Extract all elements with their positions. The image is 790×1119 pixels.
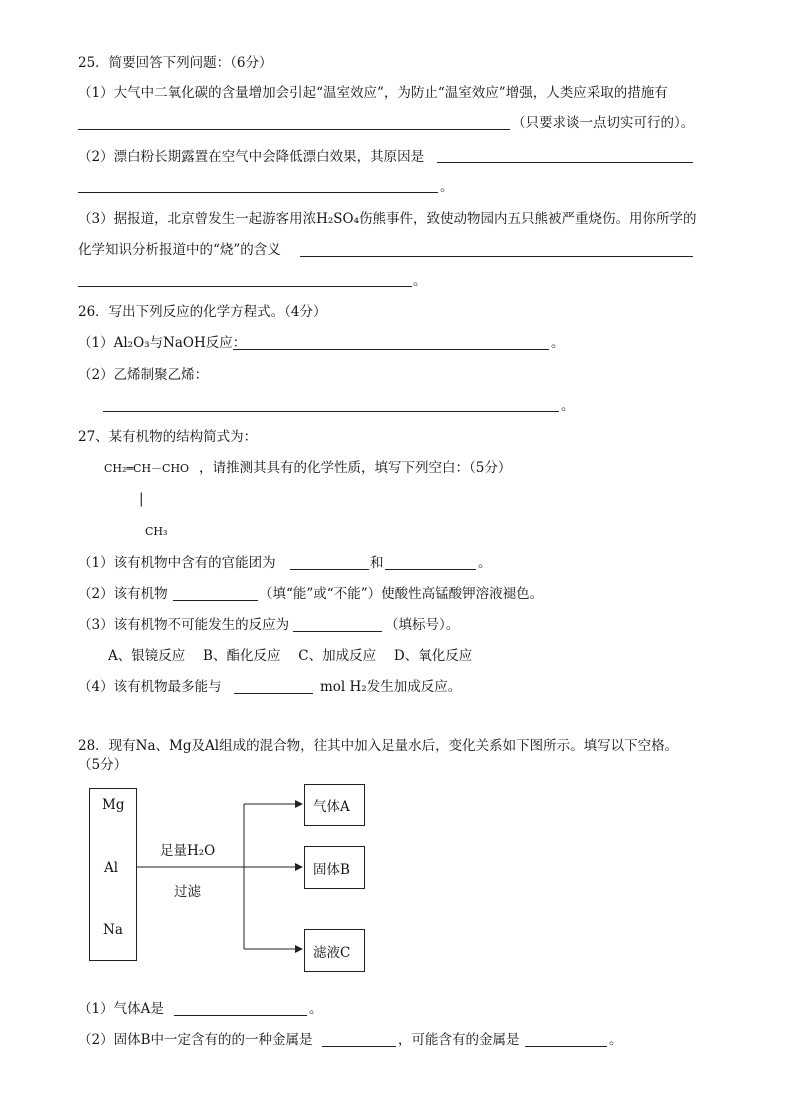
mixture-na: Na (103, 922, 123, 938)
q26-part1-text: （1）Al₂O₃与NaOH反应： (78, 335, 247, 351)
q28-part1-text: （1）气体A是 (78, 1001, 164, 1017)
q28-part2-blank-a[interactable] (322, 1045, 396, 1047)
q26-heading: 26．写出下列反应的化学方程式。（4分） (78, 304, 327, 320)
condition-water: 足量H₂O (160, 843, 216, 859)
q25-part1-text: （1）大气中二氧化碳的含量增加会引起“温室效应”，为防止“温室效应”增强，人类应采取的措施有 (78, 85, 668, 101)
q27-part1-tail: 。 (478, 555, 492, 571)
q28-part1-blank[interactable] (174, 1014, 307, 1016)
q27-part3-text: （3）该有机物不可能发生的反应为 (78, 617, 290, 633)
q25-part3-tail: 。 (413, 273, 427, 289)
q25-heading: 25．简要回答下列问题：（6分） (78, 55, 273, 71)
q28-part2-text: （2）固体B中一定含有的的一种金属是 (78, 1032, 313, 1048)
q27-branch-methyl: CH₃ (145, 525, 168, 538)
q26-part2-tail: 。 (561, 398, 575, 414)
q27-part3-instruction: （填标号）。 (385, 617, 460, 633)
q28-part2-tail: 。 (609, 1032, 623, 1048)
q28-part1-tail: 。 (309, 1001, 323, 1017)
output-solid-b: 固体B (313, 862, 350, 878)
q28-heading-line2: （5分） (78, 757, 128, 773)
mixture-al: Al (104, 860, 119, 876)
q27-part4-instruction: mol H₂发生加成反应。 (320, 679, 462, 695)
q27-part1-and: 和 (370, 555, 384, 571)
q25-part3-line1: （3）据报道，北京曾发生一起游客用浓H₂SO₄伤熊事件，致使动物园内五只熊被严重烧伤。用你所学的 (78, 211, 697, 227)
q27-heading: 27、某有机物的结构简式为： (78, 429, 258, 445)
q28-part2-middle: ，可能含有的金属是 (398, 1032, 520, 1048)
q27-part4-text: （4）该有机物最多能与 (78, 679, 222, 695)
output-filtrate-c: 滤液C (313, 945, 351, 961)
q27-part2-text: （2）该有机物 (78, 586, 168, 602)
q25-part3-line2: 化学知识分析报道中的“烧”的含义 (78, 242, 281, 258)
q27-part1-text: （1）该有机物中含有的官能团为 (78, 555, 276, 571)
q25-part1-tail: （只要求谈一点切实可行的）。 (512, 115, 695, 131)
mixture-mg: Mg (102, 797, 125, 813)
q27-part2-instruction: （填“能”或“不能”）使酸性高锰酸钾溶液褪色。 (259, 586, 544, 602)
q25-part2-text: （2）漂白粉长期露置在空气中会降低漂白效果，其原因是 (78, 149, 425, 165)
q28-part2-blank-b[interactable] (525, 1045, 607, 1047)
q25-part2-tail: 。 (440, 179, 454, 195)
condition-filter: 过滤 (174, 884, 201, 900)
q26-part1-tail: 。 (551, 335, 565, 351)
q26-part2-text: （2）乙烯制聚乙烯： (78, 367, 209, 383)
q27-formula: CH₂═CH－CHO (104, 462, 190, 475)
q28-heading-line1: 28．现有Na、Mg及Al组成的混合物，往其中加入足量水后，变化关系如下图所示。填写以下空格。 (78, 738, 679, 754)
q27-formula-instruction: ，请推测其具有的化学性质，填写下列空白：（5分） (199, 460, 512, 476)
output-gas-a: 气体A (313, 799, 350, 815)
q27-branch-bond: | (139, 491, 144, 507)
q27-options: A、银镜反应 B、酯化反应 C、加成反应 D、氧化反应 (108, 648, 473, 664)
